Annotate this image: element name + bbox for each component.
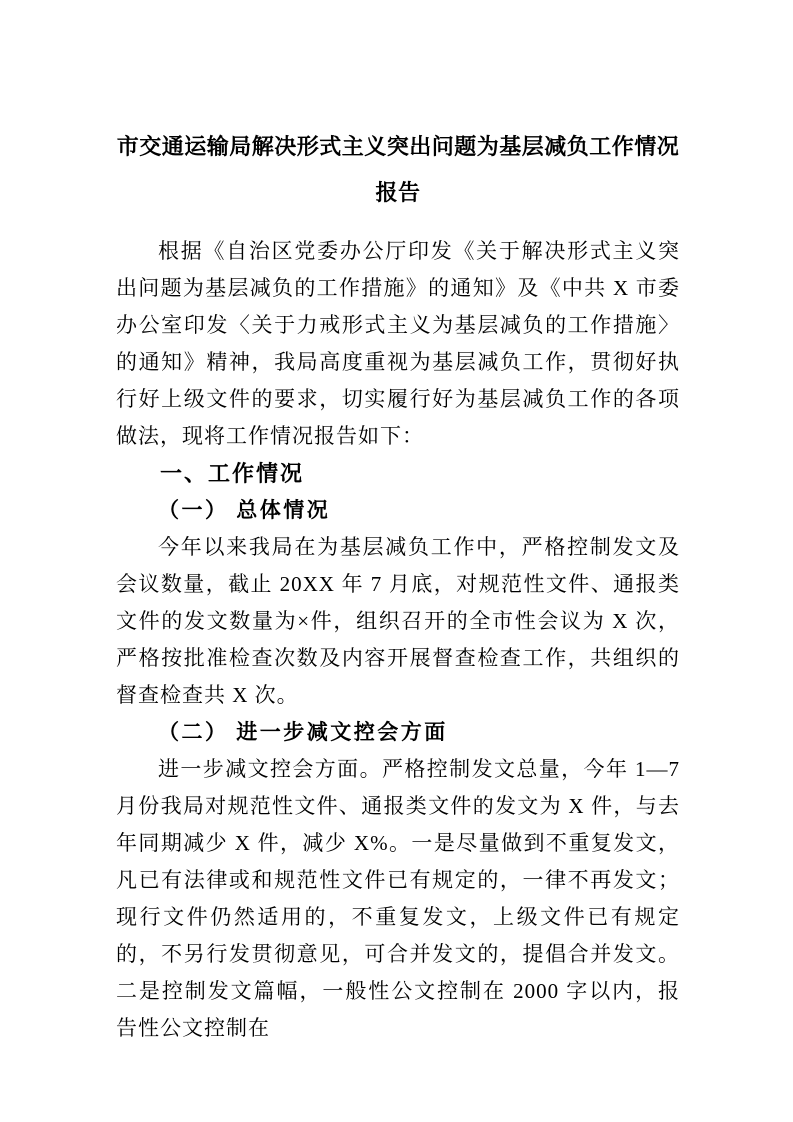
paragraph-reduce-documents-meetings: 进一步减文控会方面。严格控制发文总量，今年 1—7 月份我局对规范性文件、通报类文件的发文为 X 件，与去年同期减少 X 件，减少 X%。一是尽量做到不重复发文，凡已有法律或和规范性文件已有规定的，一律不再发文；现行文件仍然适用的，不重复发文，上级文件已有规定的，不另行发贯彻意见，可合并发文的，提倡合并发文。二是控制发文篇幅，一般性公文控制在 2000 字以内，报告性公文控制在 xyxy=(116,757,680,1040)
paragraph-intro: 根据《自治区党委办公厅印发《关于解决形式主义突出问题为基层减负的工作措施》的通知》及《中共 X 市委办公室印发〈关于力戒形式主义为基层减负的工作措施〉的通知》精神，我局高度重视为基层减负工作，贯彻好执行好上级文件的要求，切实履行好为基层减负工作的各项做法，现将工作情况报告如下： xyxy=(116,239,680,448)
heading-reduce-documents-meetings: （二） 进一步减文控会方面 xyxy=(158,720,448,744)
heading-work-situation: 一、工作情况 xyxy=(160,461,305,486)
heading-overall-situation: （一） 总体情况 xyxy=(158,498,331,522)
document-title: 市交通运输局解决形式主义突出问题为基层减负工作情况报告 xyxy=(116,134,680,205)
paragraph-overall-situation: 今年以来我局在为基层减负工作中，严格控制发文及会议数量，截止 20XX 年 7 月底，对规范性文件、通报类文件的发文数量为×件，组织召开的全市性会议为 X 次，严格按批准检查次数及内容开展督查检查工作，共组织的督查检查共 X 次。 xyxy=(116,535,680,707)
